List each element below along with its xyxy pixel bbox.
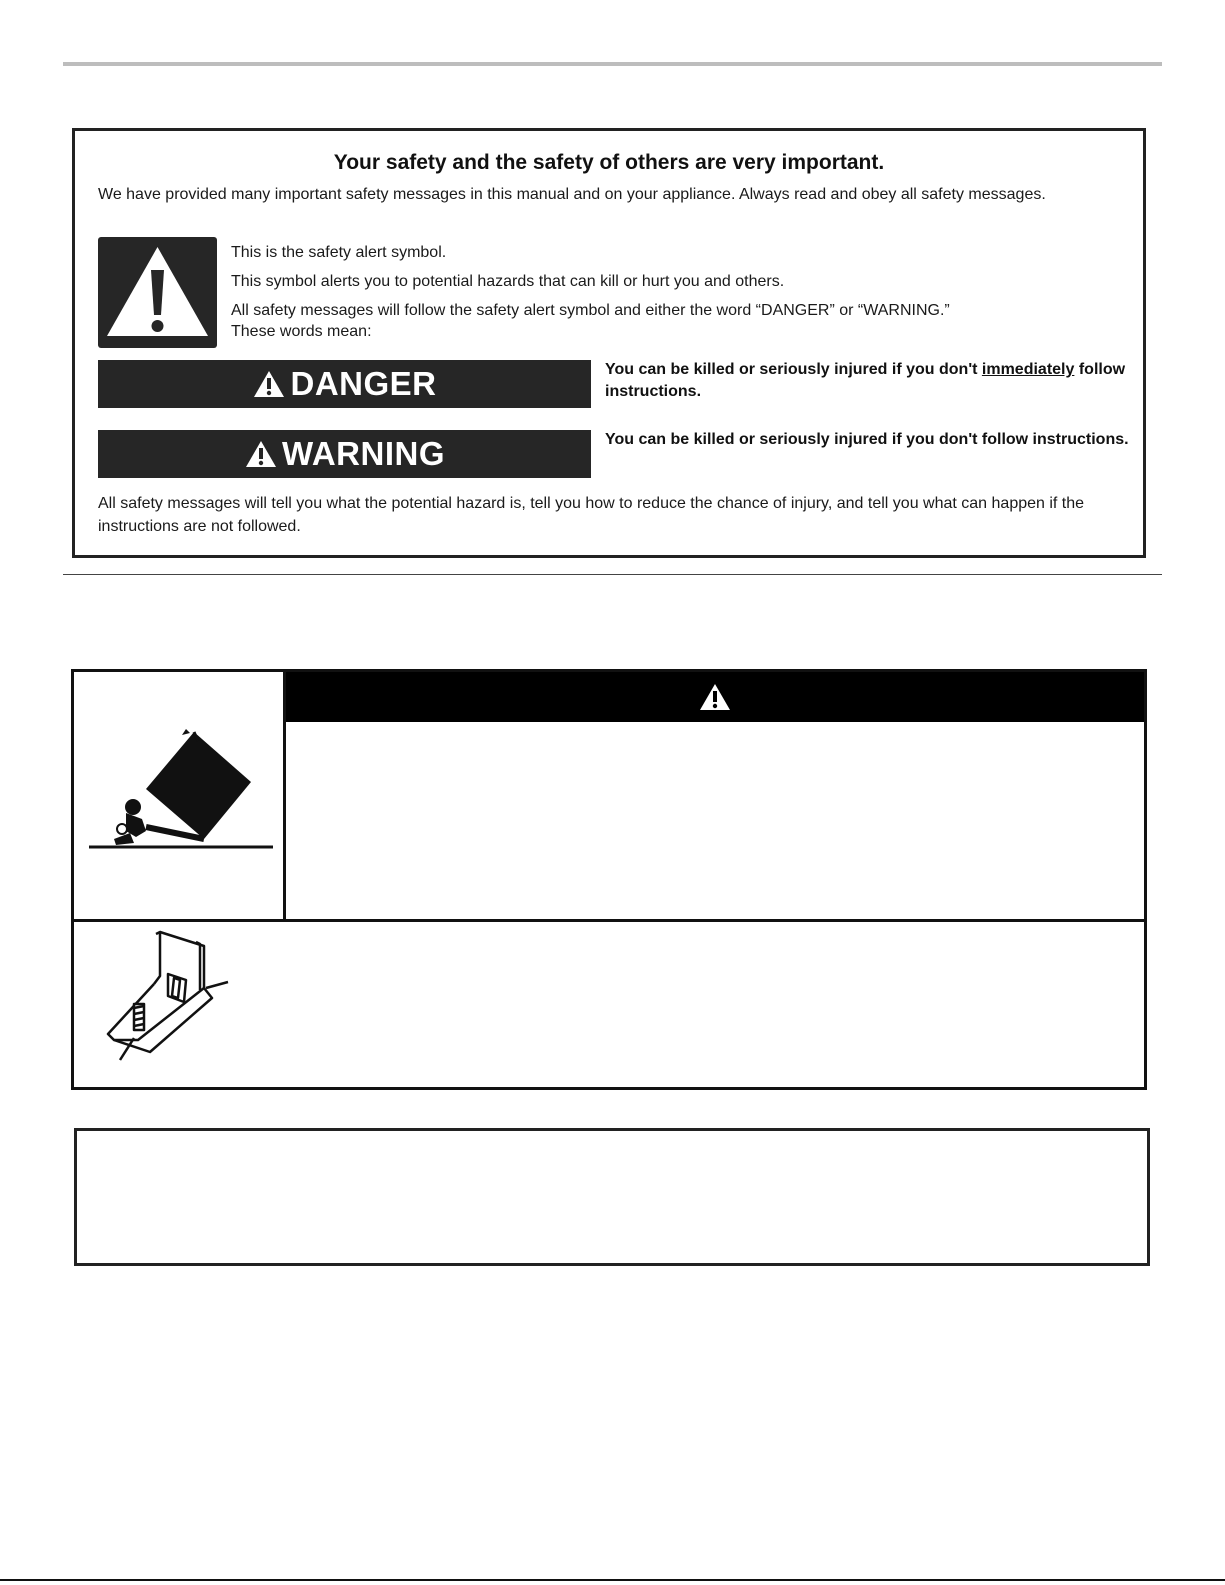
tip-over-warning-box: [71, 669, 1147, 1090]
warning-label: WARNING: [282, 435, 445, 472]
safety-outro: All safety messages will tell you what the potential hazard is, tell you how to reduce the chance of injury, and tell you what can happen if the instructions are not followed.: [98, 495, 1085, 535]
danger-text-emphasis: immediately: [981, 361, 1075, 378]
bottom-rule: [0, 1579, 1225, 1581]
safety-alert-icon: [98, 237, 217, 348]
notice-box: [74, 1128, 1150, 1266]
warning-header-bar: [286, 672, 1144, 722]
safety-title: Your safety and the safety of others are very important.: [333, 151, 885, 174]
danger-description: [605, 359, 1130, 403]
warning-divider: [74, 919, 1144, 922]
alert-line-4: These words mean:: [231, 323, 372, 340]
danger-text-after: follow instructions.: [605, 361, 1126, 400]
danger-signal-bar: [98, 360, 591, 408]
tip-over-image-cell: [74, 672, 286, 922]
alert-line-2: This symbol alerts you to potential hazards that can kill or hurt you and others.: [231, 273, 785, 290]
alert-line-1: This is the safety alert symbol.: [231, 244, 447, 261]
tip-over-illustration: [86, 727, 276, 857]
danger-label: DANGER: [290, 365, 437, 402]
alert-triangle-icon: [698, 682, 732, 712]
warning-description: You can be killed or seriously injured if you don't follow instructions.: [605, 431, 1129, 448]
alert-triangle-icon: [244, 439, 278, 469]
alert-line-3: All safety messages will follow the safety alert symbol and either the word “DANGER” or “WARNING.”: [231, 302, 950, 319]
section-rule: [63, 574, 1162, 575]
danger-text-before: You can be killed or seriously injured if you don't: [605, 361, 982, 378]
alert-triangle-icon: [252, 369, 286, 399]
top-rule: [63, 62, 1162, 66]
safety-intro: We have provided many important safety messages in this manual and on your appliance. Always read and obey all safety messages.: [98, 186, 1046, 203]
warning-signal-bar: [98, 430, 591, 478]
safety-information-box: [72, 128, 1146, 558]
anti-tip-bracket-illustration: [94, 926, 234, 1066]
